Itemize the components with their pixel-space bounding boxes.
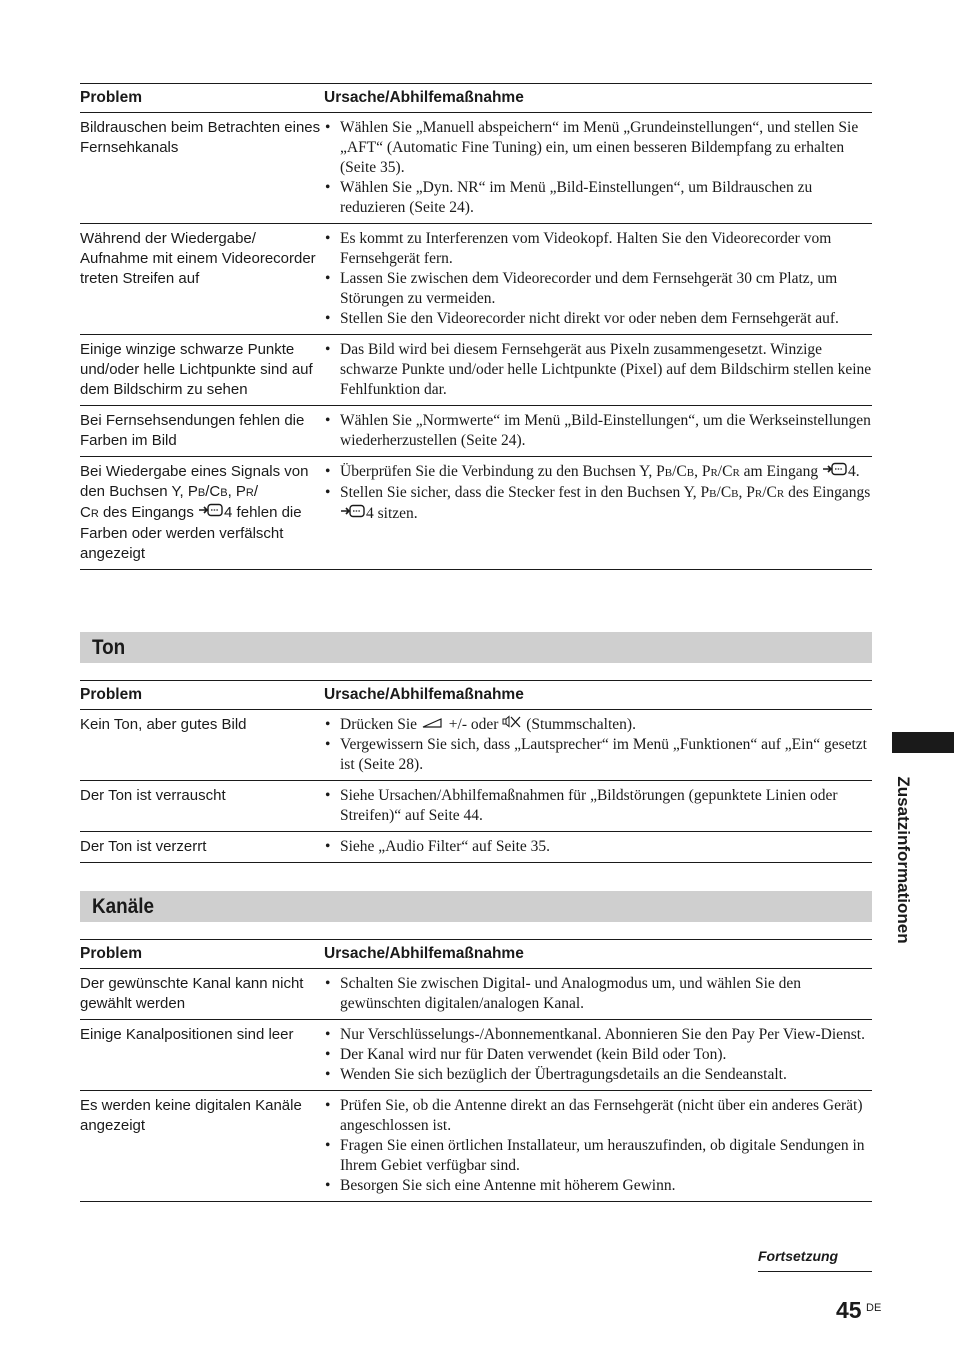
section-heading-ton <box>80 632 872 663</box>
bild-table <box>80 83 872 570</box>
table-row <box>80 781 872 832</box>
table-header <box>80 84 872 113</box>
cause-item: • Fragen Sie einen örtlichen Installateur, um herauszufinden, ob digitale Sendungen in Ihrem Gebiet verfügbar sind. <box>324 1136 872 1176</box>
header-cause: Ursache/Abhilfemaßnahme <box>324 686 524 703</box>
cause-item: • Wählen Sie „Manuell abspeichern“ im Menü „Grundeinstellungen“, und stellen Sie „AFT“ (Automatic Fine Tuning) ein, um einen besseren Bildempfang zu erhalten (Seite 35). <box>324 118 872 178</box>
table-row <box>80 406 872 457</box>
table-row <box>80 113 872 224</box>
header-problem: Problem <box>80 686 143 703</box>
table-row <box>80 710 872 781</box>
page-number: 45 <box>836 1297 862 1323</box>
input-icon <box>340 504 366 524</box>
cause-item: • Drücken Sie +/- oder (Stummschalten). <box>324 715 872 735</box>
header-cause: Ursache/Abhilfemaßnahme <box>324 89 524 106</box>
volume-icon <box>421 715 445 735</box>
table-row <box>80 457 872 570</box>
cause-item: • Wählen Sie „Dyn. NR“ im Menü „Bild-Einstellungen“, um Bildrauschen zu reduzieren (Seite 24). <box>324 178 872 218</box>
cause-item: • Stellen Sie den Videorecorder nicht direkt vor oder neben dem Fernsehgerät auf. <box>324 309 872 329</box>
table-row <box>80 969 872 1020</box>
table-row <box>80 1091 872 1202</box>
cause-item: • Wenden Sie sich bezüglich der Übertragungsdetails an die Sendeanstalt. <box>324 1065 872 1085</box>
cause-item: • Siehe Ursachen/Abhilfemaßnahmen für „Bildstörungen (gepunktete Linien oder Streifen)“ auf Seite 44. <box>324 786 872 826</box>
cause-item: • Schalten Sie zwischen Digital- und Analogmodus um, und wählen Sie den gewünschten digitalen/analogen Kanal. <box>324 974 872 1014</box>
section-title: Kanäle <box>92 895 154 918</box>
table-row <box>80 1020 872 1091</box>
cause-item: • Nur Verschlüsselungs-/Abonnementkanal. Abonnieren Sie den Pay Per View-Dienst. <box>324 1025 872 1045</box>
cause-item: • Siehe „Audio Filter“ auf Seite 35. <box>324 837 872 857</box>
table-header <box>80 681 872 710</box>
section-title: Ton <box>92 636 126 659</box>
problem-cell: Bei Wiedergabe eines Signals von den Buchsen Y, PB/CB, PR/ CR des Eingangs 4 fehlen die Farben oder werden verfälscht angezeigt <box>80 463 309 562</box>
problem-cell: Bei Fernsehsendungen fehlen die Farben im Bild <box>80 412 305 449</box>
cause-item: • Prüfen Sie, ob die Antenne direkt an das Fernsehgerät (nicht über ein anderes Gerät) angeschlossen ist. <box>324 1096 872 1136</box>
kanaele-table <box>80 939 872 1202</box>
problem-cell: Der Ton ist verrauscht <box>80 787 226 804</box>
problem-cell: Während der Wiedergabe/ Aufnahme mit einem Videorecorder treten Streifen auf <box>80 230 316 287</box>
input-icon <box>198 503 224 523</box>
problem-cell: Es werden keine digitalen Kanäle angezeigt <box>80 1097 302 1134</box>
problem-cell: Der gewünschte Kanal kann nicht gewählt werden <box>80 975 304 1012</box>
cause-item: • Wählen Sie „Normwerte“ im Menü „Bild-Einstellungen“, um die Werkseinstellungen wiederherzustellen (Seite 24). <box>324 411 872 451</box>
section-heading-kanaele <box>80 891 872 922</box>
cause-item: • Stellen Sie sicher, dass die Stecker fest in den Buchsen Y, PB/CB, PR/CR des Eingangs 4 sitzen. <box>324 483 872 524</box>
problem-cell: Kein Ton, aber gutes Bild <box>80 716 247 733</box>
header-problem: Problem <box>80 89 143 106</box>
problem-cell: Einige Kanalpositionen sind leer <box>80 1026 294 1043</box>
table-row <box>80 832 872 863</box>
header-problem: Problem <box>80 945 143 962</box>
cause-item: • Der Kanal wird nur für Daten verwendet (kein Bild oder Ton). <box>324 1045 872 1065</box>
table-row <box>80 224 872 335</box>
cause-item: • Vergewissern Sie sich, dass „Lautsprecher“ im Menü „Funktionen“ auf „Ein“ gesetzt ist (Seite 28). <box>324 735 872 775</box>
cause-item: • Überprüfen Sie die Verbindung zu den Buchsen Y, PB/CB, PR/CR am Eingang 4. <box>324 462 872 483</box>
problem-cell: Bildrauschen beim Betrachten eines Fernsehkanals <box>80 119 321 156</box>
input-icon <box>822 462 848 482</box>
header-cause: Ursache/Abhilfemaßnahme <box>324 945 524 962</box>
problem-cell: Einige winzige schwarze Punkte und/oder helle Lichtpunkte sind auf dem Bildschirm zu sehen <box>80 341 313 398</box>
ton-table <box>80 680 872 863</box>
problem-cell: Der Ton ist verzerrt <box>80 838 207 855</box>
table-row <box>80 335 872 406</box>
cause-item: • Es kommt zu Interferenzen vom Videokopf. Halten Sie den Videorecorder vom Fernsehgerät fern. <box>324 229 872 269</box>
cause-item: • Lassen Sie zwischen dem Videorecorder und dem Fernsehgerät 30 cm Platz, um Störungen zu vermeiden. <box>324 269 872 309</box>
cause-item: • Das Bild wird bei diesem Fernsehgerät aus Pixeln zusammengesetzt. Winzige schwarze Punkte und/oder helle Lichtpunkte (Pixel) auf dem Bildschirm stellen keine Fehlfunktion dar. <box>324 340 872 400</box>
mute-icon <box>502 715 522 735</box>
cause-item: • Besorgen Sie sich eine Antenne mit höherem Gewinn. <box>324 1176 872 1196</box>
continued-note: Fortsetzung <box>758 1248 872 1272</box>
table-header <box>80 940 872 969</box>
page-language: DE <box>866 1302 882 1314</box>
chapter-tab-marker <box>892 732 954 753</box>
